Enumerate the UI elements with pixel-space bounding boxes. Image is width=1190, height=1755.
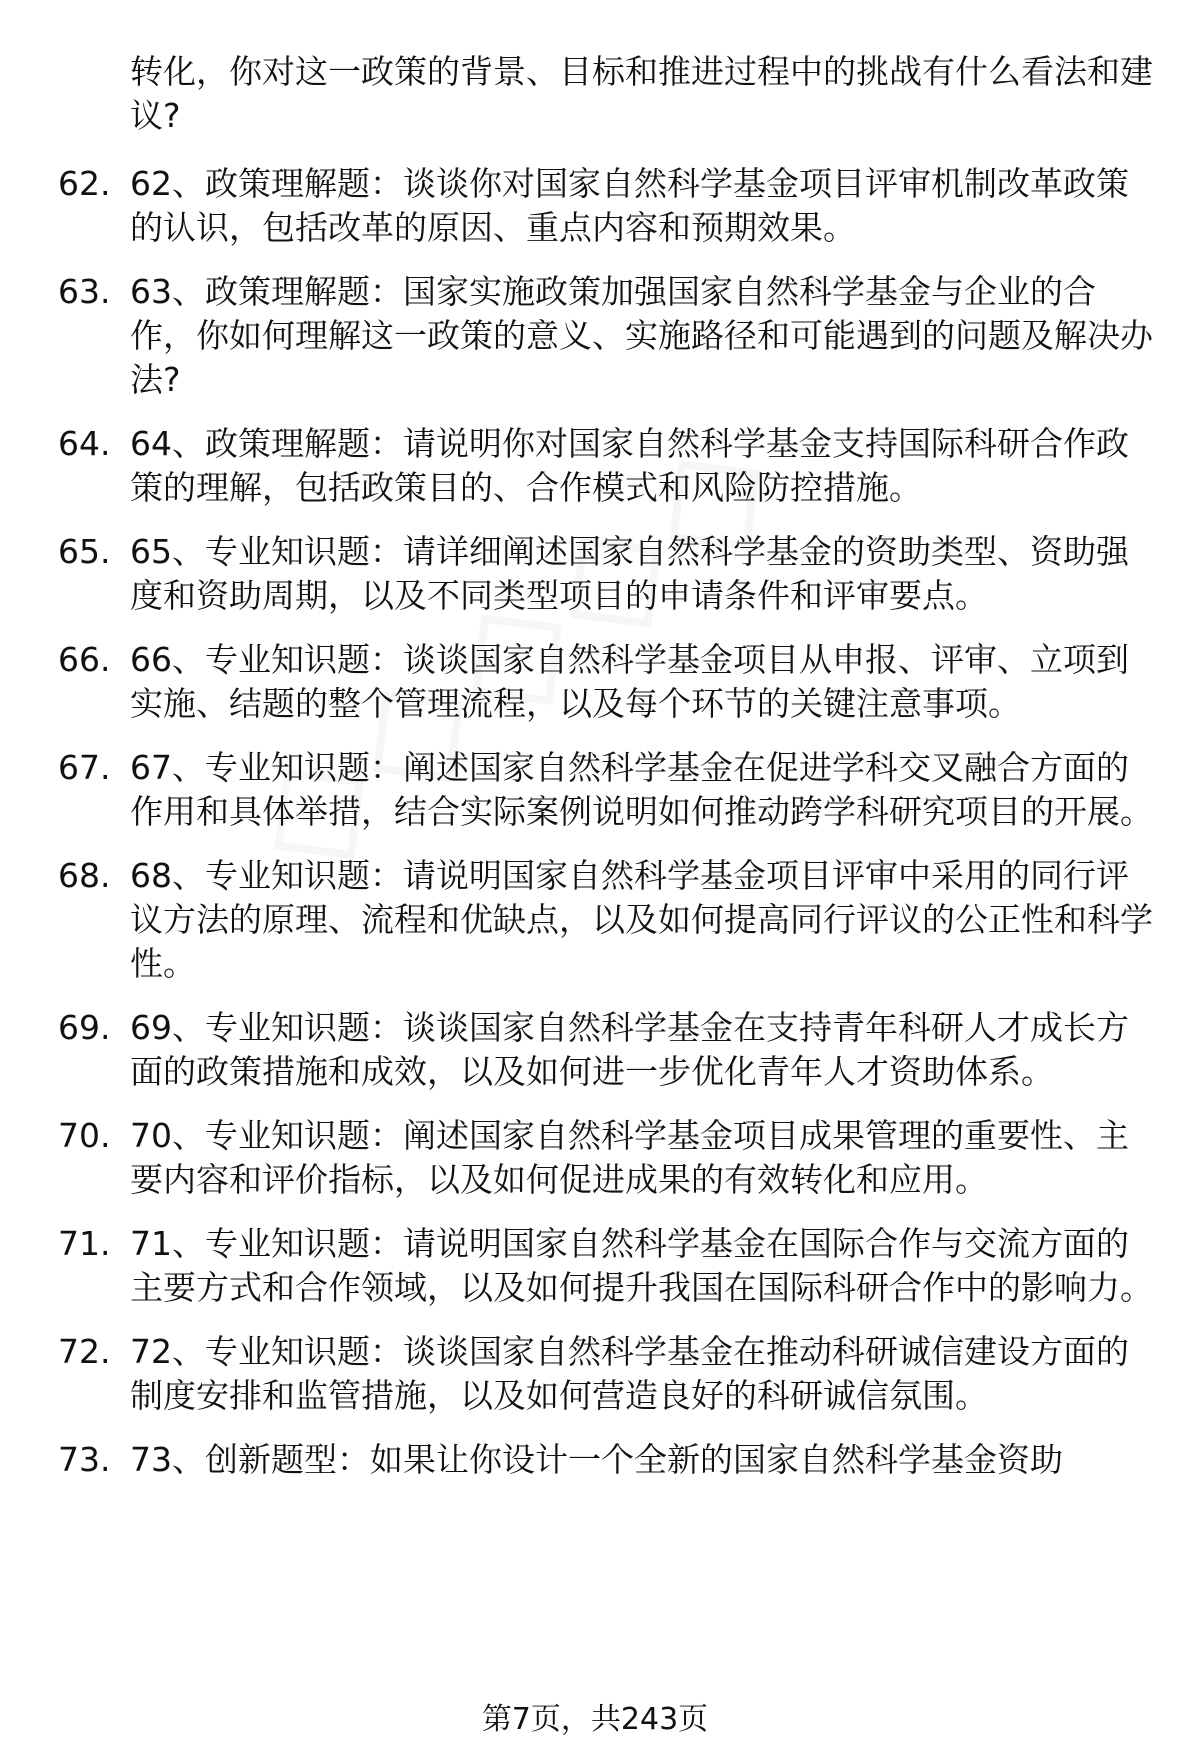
question-number: 64. <box>58 424 111 463</box>
question-text: 66、专业知识题：谈谈国家自然科学基金项目从申报、评审、立项到实施、结题的整个管理流程，以及每个环节的关键注意事项。 <box>130 640 1129 723</box>
question-item <box>0 1222 1155 1310</box>
question-list <box>0 162 1190 1502</box>
question-item <box>0 162 1155 250</box>
question-text: 63、政策理解题：国家实施政策加强国家自然科学基金与企业的合作，你如何理解这一政策的意义、实施路径和可能遇到的问题及解决办法? <box>130 272 1153 399</box>
question-item <box>0 422 1155 510</box>
question-number: 66. <box>58 640 111 679</box>
question-number: 65. <box>58 532 111 571</box>
question-number: 70. <box>58 1116 111 1155</box>
question-item <box>0 1438 1155 1482</box>
question-item <box>0 270 1155 402</box>
question-number: 62. <box>58 164 111 203</box>
intro-paragraph: 转化，你对这一政策的背景、目标和推进过程中的挑战有什么看法和建议? <box>130 52 1153 135</box>
question-text: 68、专业知识题：请说明国家自然科学基金项目评审中采用的同行评议方法的原理、流程和优缺点，以及如何提高同行评议的公正性和科学性。 <box>130 856 1153 983</box>
question-text: 69、专业知识题：谈谈国家自然科学基金在支持青年科研人才成长方面的政策措施和成效，以及如何进一步优化青年人才资助体系。 <box>130 1008 1129 1091</box>
question-number: 69. <box>58 1008 111 1047</box>
question-item <box>0 854 1155 986</box>
question-item <box>0 1114 1155 1202</box>
question-text: 71、专业知识题：请说明国家自然科学基金在国际合作与交流方面的主要方式和合作领域，以及如何提升我国在国际科研合作中的影响力。 <box>130 1224 1153 1307</box>
question-number: 67. <box>58 748 111 787</box>
question-number: 73. <box>58 1440 111 1479</box>
question-item <box>0 1330 1155 1418</box>
question-text: 64、政策理解题：请说明你对国家自然科学基金支持国际科研合作政策的理解，包括政策目的、合作模式和风险防控措施。 <box>130 424 1129 507</box>
question-text: 65、专业知识题：请详细阐述国家自然科学基金的资助类型、资助强度和资助周期，以及不同类型项目的申请条件和评审要点。 <box>130 532 1129 615</box>
question-text: 70、专业知识题：阐述国家自然科学基金项目成果管理的重要性、主要内容和评价指标，以及如何促进成果的有效转化和应用。 <box>130 1116 1129 1199</box>
question-number: 63. <box>58 272 111 311</box>
question-text: 62、政策理解题：谈谈你对国家自然科学基金项目评审机制改革政策的认识，包括改革的原因、重点内容和预期效果。 <box>130 164 1129 247</box>
question-text: 72、专业知识题：谈谈国家自然科学基金在推动科研诚信建设方面的制度安排和监管措施，以及如何营造良好的科研诚信氛围。 <box>130 1332 1129 1415</box>
question-item <box>0 530 1155 618</box>
question-number: 71. <box>58 1224 111 1263</box>
page-footer: 第7页，共243页 <box>481 1702 709 1737</box>
question-item <box>0 746 1155 834</box>
question-text: 67、专业知识题：阐述国家自然科学基金在促进学科交叉融合方面的作用和具体举措，结合实际案例说明如何推动跨学科研究项目的开展。 <box>130 748 1153 831</box>
question-item <box>0 638 1155 726</box>
question-number: 72. <box>58 1332 111 1371</box>
question-number: 68. <box>58 856 111 895</box>
question-text: 73、创新题型：如果让你设计一个全新的国家自然科学基金资助 <box>130 1440 1063 1479</box>
question-item <box>0 1006 1155 1094</box>
